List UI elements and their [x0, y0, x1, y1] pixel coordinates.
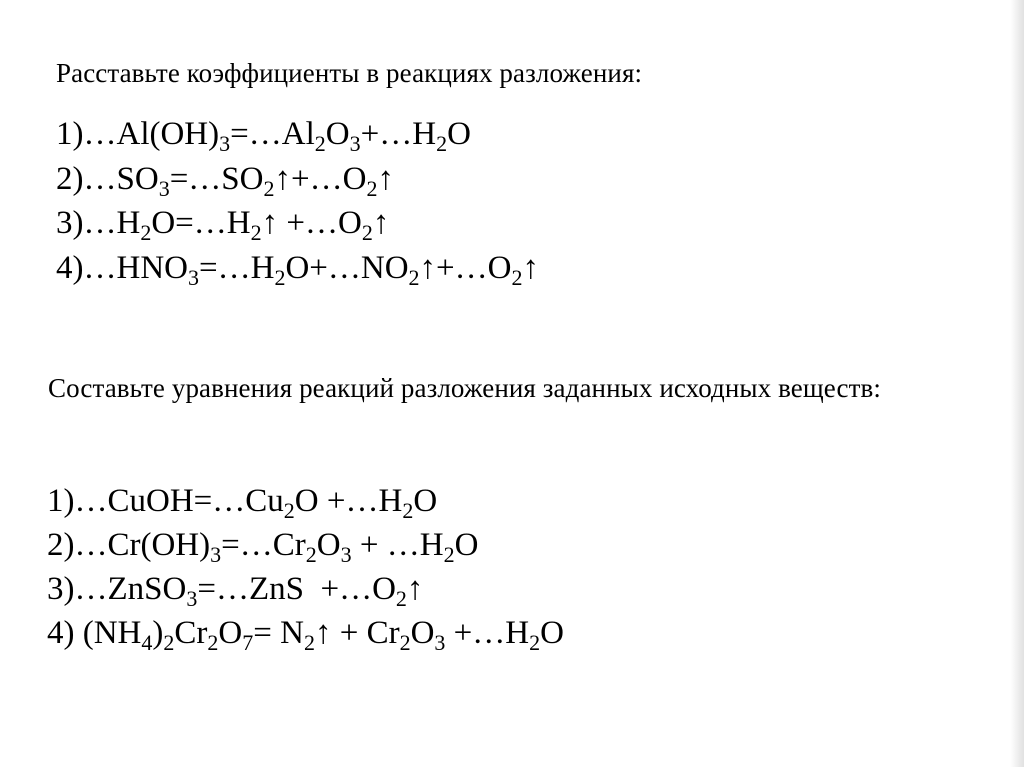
subscript: 3: [210, 542, 222, 567]
formula-text: 4) (NH: [47, 615, 142, 651]
formula-text: 4)…HNO: [56, 249, 188, 286]
formula-text: O: [413, 483, 438, 519]
subscript: 2: [305, 542, 317, 567]
subscript: 2: [399, 630, 411, 655]
subscript: 3: [158, 175, 170, 201]
formula-text: 2)…SO: [56, 160, 159, 197]
formula-text: O+…NO: [285, 249, 409, 286]
formula-text: 3)…ZnSO: [47, 571, 187, 607]
subscript: 3: [340, 542, 352, 567]
subscript: 3: [219, 131, 231, 156]
formula-text: O: [454, 527, 479, 563]
formula-text: ↑: [522, 249, 539, 286]
formula-text: ↑+…O: [419, 249, 512, 286]
subscript: 2: [395, 586, 407, 611]
subscript: 2: [366, 175, 378, 201]
formula-text: =…SO: [169, 160, 264, 197]
subscript: 3: [186, 586, 198, 611]
formula-text: O: [447, 116, 471, 152]
equation-line: [56, 112, 539, 157]
equation-line: [47, 611, 564, 655]
formula-text: =…Cr: [221, 527, 306, 563]
subscript: 2: [408, 264, 420, 290]
subscript: 3: [187, 264, 199, 290]
subscript: 3: [434, 630, 446, 655]
subscript: 2: [207, 630, 219, 655]
subscript: 2: [303, 630, 315, 655]
section1-equation-list: [56, 112, 539, 290]
formula-text: 2)…Cr(OH): [47, 527, 211, 563]
subscript: 3: [349, 131, 361, 156]
formula-text: +…H: [445, 615, 530, 651]
subscript: 2: [274, 264, 286, 290]
section2-heading: Составьте уравнения реакций разложения заданных исходных веществ:: [48, 373, 881, 403]
subscript: 2: [163, 630, 175, 655]
subscript: 2: [511, 264, 523, 290]
subscript: 2: [250, 220, 262, 245]
formula-text: ↑: [372, 205, 390, 241]
subscript: 2: [140, 220, 152, 245]
slide-edge-shadow: [1010, 0, 1024, 767]
formula-text: = N: [253, 615, 304, 651]
equation-line: [56, 246, 539, 291]
subscript: 7: [242, 630, 254, 655]
formula-text: =…ZnS +…O: [197, 571, 396, 607]
formula-text: ↑: [377, 160, 394, 197]
equation-line: [47, 479, 564, 523]
formula-text: =…H: [198, 249, 275, 286]
formula-text: ↑+…O: [274, 160, 367, 197]
subscript: 2: [436, 131, 448, 156]
section1-heading: Расставьте коэффициенты в реакциях разложения:: [56, 58, 643, 88]
subscript: 4: [141, 630, 153, 655]
formula-text: O: [316, 527, 341, 563]
formula-text: 1)…Al(OH): [56, 116, 220, 152]
formula-text: + …H: [351, 527, 444, 563]
subscript: 2: [443, 542, 455, 567]
formula-text: 3)…H: [56, 205, 141, 241]
formula-text: ↑ + Cr: [314, 615, 400, 651]
formula-text: +…H: [360, 116, 437, 152]
subscript: 2: [283, 498, 295, 523]
formula-text: ↑: [406, 571, 424, 607]
subscript: 2: [402, 498, 414, 523]
formula-text: 1)…CuOH=…Cu: [47, 483, 284, 519]
formula-text: ↑ +…O: [261, 205, 362, 241]
subscript: 2: [263, 175, 275, 201]
formula-text: O +…H: [294, 483, 403, 519]
subscript: 2: [314, 131, 326, 156]
equation-line: [47, 523, 564, 567]
formula-text: =…Al: [230, 116, 315, 152]
equation-line: [47, 567, 564, 611]
formula-text: O=…H: [151, 205, 251, 241]
formula-text: Cr: [174, 615, 208, 651]
formula-text: O: [540, 615, 564, 651]
subscript: 2: [361, 220, 373, 245]
formula-text: O: [410, 615, 435, 651]
equation-line: [56, 157, 539, 202]
equation-line: [56, 201, 539, 246]
subscript: 2: [529, 630, 541, 655]
section2-equation-list: [47, 479, 564, 655]
formula-text: ): [152, 615, 164, 651]
formula-text: O: [218, 615, 243, 651]
formula-text: O: [325, 116, 350, 152]
